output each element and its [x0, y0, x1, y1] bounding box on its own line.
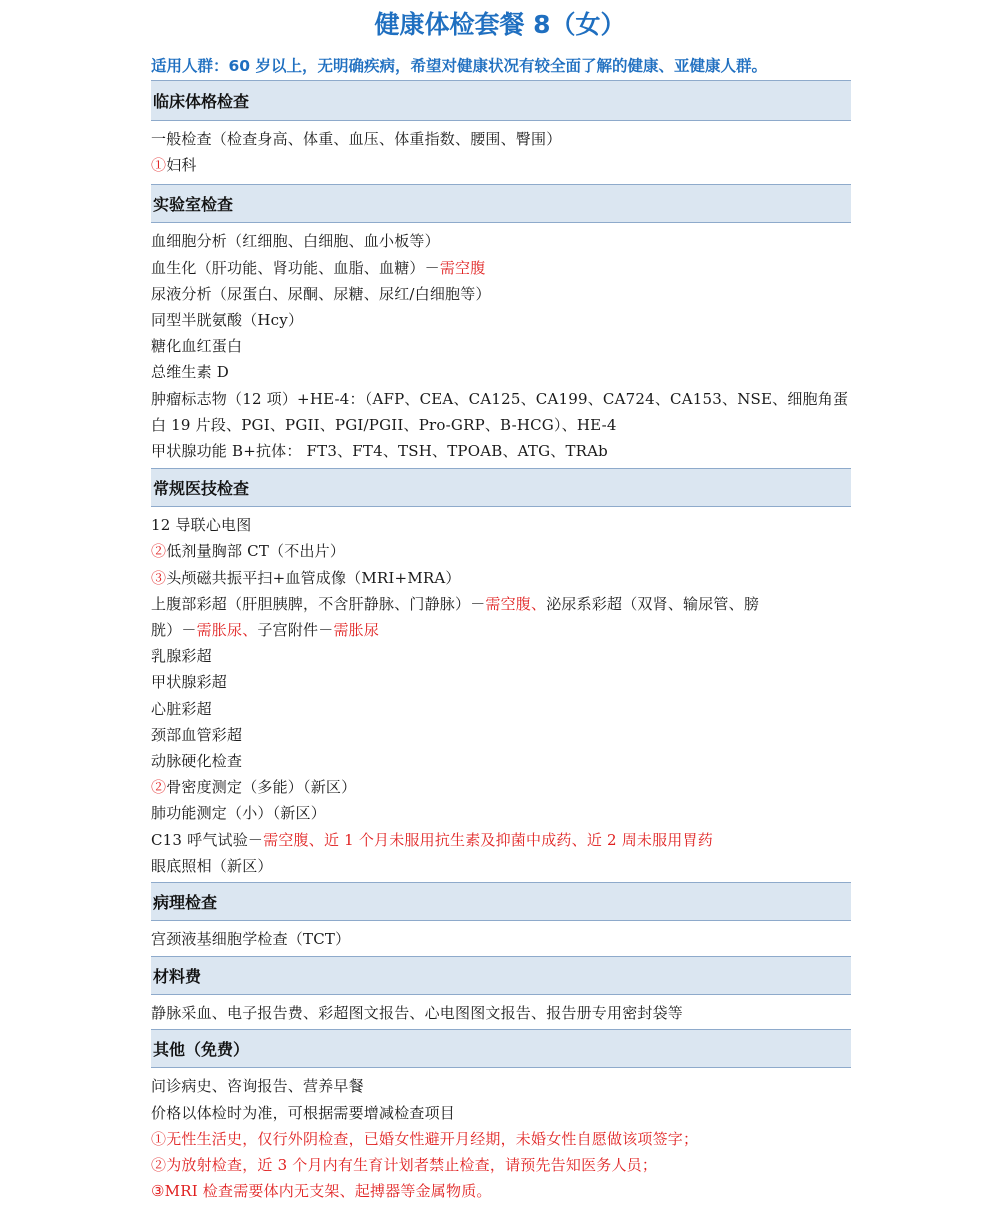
section-body [151, 507, 851, 882]
item-text: 乳腺彩超 [151, 647, 212, 666]
section [151, 956, 851, 1029]
item-line [151, 669, 851, 695]
item-line [151, 438, 851, 464]
red-note-text: ① [151, 156, 167, 175]
item-line [151, 307, 851, 333]
section-header: 病理检查 [151, 882, 851, 921]
red-note-text: ①无性生活史，仅行外阴检查，已婚女性避开月经期，未婚女性自愿做该项签字； [151, 1129, 699, 1148]
item-line [151, 386, 851, 412]
item-line [151, 126, 851, 152]
item-text: 骨密度测定（多能）（新区） [166, 778, 357, 797]
red-note-text: ② [151, 542, 167, 561]
item-line [151, 722, 851, 748]
red-note-text: 需胀尿 [333, 621, 380, 640]
item-text: 肿瘤标志物（12 项）+HE-4：（AFP、CEA、CA125、CA199、CA724、CA153、NSE、细胞角蛋 [151, 389, 849, 408]
section-body [151, 1068, 851, 1206]
section [151, 468, 851, 882]
item-text: 静脉采血、电子报告费、彩超图文报告、心电图图文报告、报告册专用密封袋等 [151, 1004, 684, 1023]
item-text: 白 19 片段、PGI、PGII、PGI/PGII、Pro-GRP、B-HCG）、HE-4 [151, 415, 617, 434]
item-text: 同型半胱氨酸（Hcy） [151, 311, 304, 330]
item-line [151, 1100, 851, 1126]
red-note-text: 需胀尿、 [196, 621, 258, 640]
section [151, 184, 851, 468]
item-text: 宫颈液基细胞学检查（TCT） [151, 930, 351, 949]
item-line [151, 926, 851, 952]
section-header: 常规医技检查 [151, 468, 851, 507]
section [151, 882, 851, 956]
item-text: 妇科 [166, 156, 197, 175]
item-line [151, 1073, 851, 1099]
item-text: 甲状腺彩超 [151, 673, 228, 692]
item-line [151, 696, 851, 722]
item-line [151, 591, 851, 617]
item-text: 血细胞分析（红细胞、白细胞、血小板等） [151, 232, 440, 251]
target-population: 适用人群：60 岁以上，无明确疾病，希望对健康状况有较全面了解的健康、亚健康人群。 [151, 57, 767, 75]
section-body [151, 121, 851, 184]
item-text: 糖化血红蛋白 [151, 337, 243, 356]
item-line [151, 281, 851, 307]
package-content [151, 80, 851, 1207]
item-line [151, 1000, 851, 1026]
item-line [151, 333, 851, 359]
item-line [151, 538, 851, 564]
item-line [151, 748, 851, 774]
item-line [151, 152, 851, 178]
item-line [151, 827, 851, 853]
red-note-text: 需空腹、近 1 个月未服用抗生素及抑菌中成药、近 2 周未服用胃药 [263, 830, 713, 849]
item-line [151, 800, 851, 826]
item-text: 眼底照相（新区） [151, 856, 273, 875]
item-line [151, 512, 851, 538]
item-text: 问诊病史、咨询报告、营养早餐 [151, 1077, 364, 1096]
section-body [151, 995, 851, 1029]
red-note-text: 需空腹、 [485, 594, 547, 613]
item-line [151, 853, 851, 879]
item-line [151, 617, 851, 643]
section-header: 其他（免费） [151, 1029, 851, 1068]
item-text: 一般检查（检查身高、体重、血压、体重指数、腰围、臀围） [151, 130, 562, 148]
item-line [151, 228, 851, 254]
item-text: 上腹部彩超（肝胆胰脾，不含肝静脉、门静脉）－ [151, 594, 486, 613]
item-text: 胱）－ [151, 621, 197, 640]
item-line [151, 565, 851, 591]
section-header: 临床体格检查 [151, 80, 851, 121]
item-text: 动脉硬化检查 [151, 752, 243, 771]
item-text: 肺功能测定（小）（新区） [151, 804, 326, 823]
item-text: 甲状腺功能 B+抗体： FT3、FT4、TSH、TPOAB、ATG、TRAb [151, 442, 608, 461]
item-text: 低剂量胸部 CT（不出片） [166, 542, 346, 561]
section [151, 80, 851, 184]
item-text: C13 呼气试验－ [151, 830, 264, 849]
red-note-text: ② [151, 778, 167, 797]
item-text: 12 导联心电图 [151, 516, 252, 535]
item-text: 价格以体检时为准，可根据需要增减检查项目 [151, 1103, 456, 1122]
item-text: 心脏彩超 [151, 699, 212, 718]
section-body [151, 921, 851, 956]
item-text: 头颅磁共振平扫+血管成像（MRI+MRA） [166, 568, 461, 587]
item-text: 颈部血管彩超 [151, 725, 243, 744]
section [151, 1029, 851, 1206]
item-line [151, 255, 851, 281]
page-title: 健康体检套餐 8（女） [374, 10, 626, 39]
item-line [151, 1126, 851, 1152]
item-line [151, 643, 851, 669]
item-text: 总维生素 D [151, 363, 229, 382]
item-line [151, 359, 851, 385]
item-text: 泌尿系彩超（双肾、输尿管、膀 [546, 594, 760, 613]
item-text: 血生化（肝功能、肾功能、血脂、血糖）－ [151, 258, 440, 277]
item-line [151, 1178, 851, 1204]
red-note-text: ③ [151, 568, 167, 587]
red-note-text: ②为放射检查，近 3 个月内有生育计划者禁止检查，请预先告知医务人员； [151, 1156, 658, 1175]
section-body [151, 223, 851, 468]
red-note-text: ③MRI 检查需要体内无支架、起搏器等金属物质。 [151, 1182, 492, 1201]
item-text: 尿液分析（尿蛋白、尿酮、尿糖、尿红/白细胞等） [151, 284, 491, 303]
section-header: 实验室检查 [151, 184, 851, 223]
section-header: 材料费 [151, 956, 851, 995]
item-text: 子宫附件－ [257, 621, 334, 640]
item-line [151, 412, 851, 438]
red-note-text: 需空腹 [439, 258, 486, 277]
item-line [151, 1152, 851, 1178]
item-line [151, 774, 851, 800]
